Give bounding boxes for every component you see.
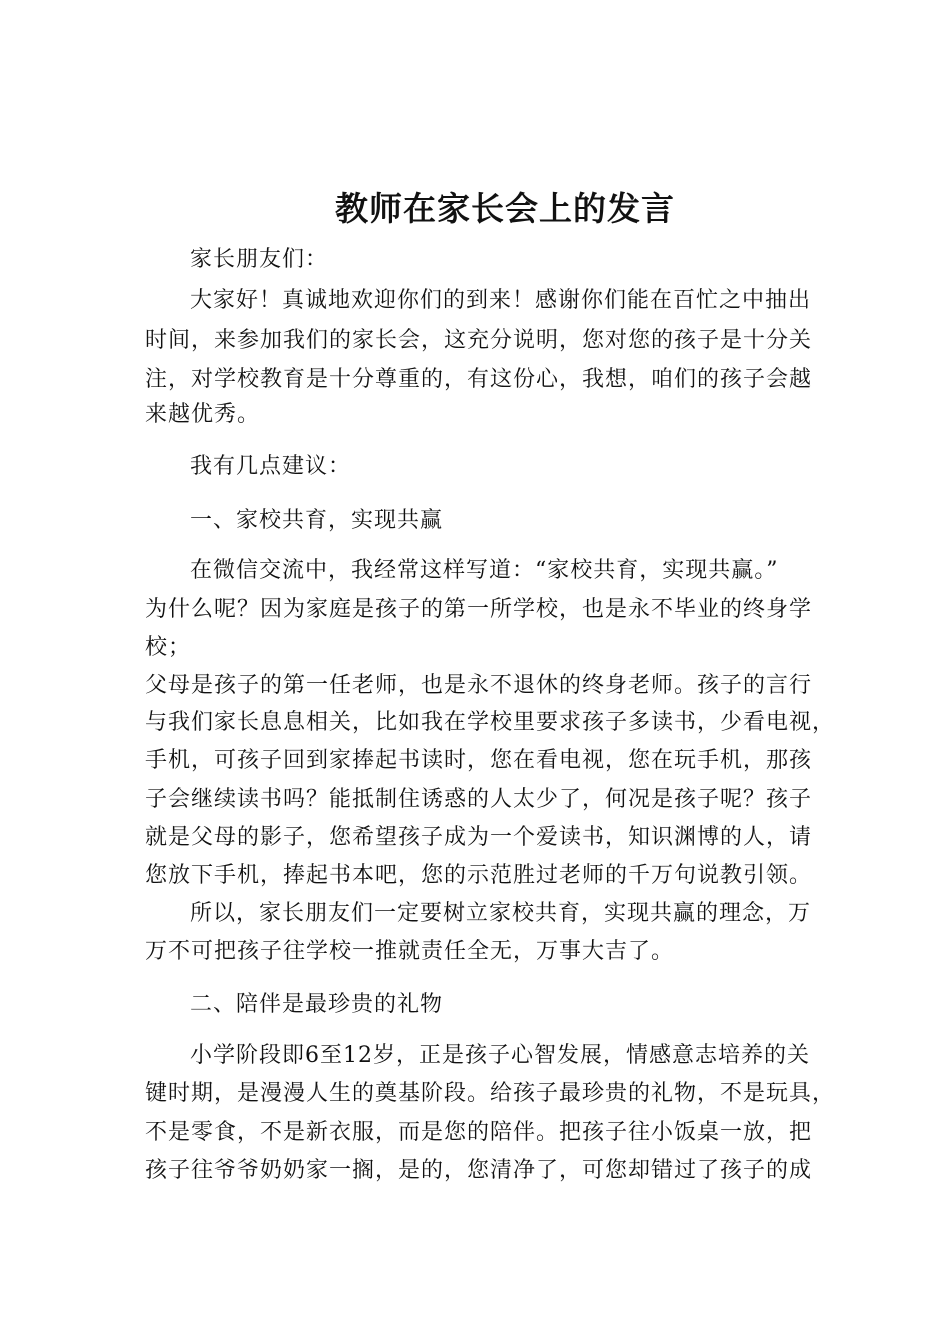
section-heading: 一、家校共育，实现共赢 bbox=[190, 508, 444, 533]
paragraph-line: 父母是孩子的第一任老师，也是永不退休的终身老师。孩子的言行 bbox=[145, 673, 813, 698]
paragraph-line: 手机，可孩子回到家捧起书读时，您在看电视，您在玩手机，那孩 bbox=[145, 748, 813, 773]
paragraph-line: 注，对学校教育是十分尊重的，有这份心，我想，咱们的孩子会越 bbox=[145, 367, 813, 392]
paragraph-line: 校； bbox=[145, 635, 192, 660]
paragraph-line: 时间，来参加我们的家长会，这充分说明，您对您的孩子是十分关 bbox=[145, 328, 813, 353]
paragraph-line: 孩子往爷爷奶奶家一搁，是的，您清净了，可您却错过了孩子的成 bbox=[145, 1158, 813, 1183]
paragraph-line: 我有几点建议： bbox=[190, 454, 352, 479]
paragraph-line: 您放下手机，捧起书本吧，您的示范胜过老师的千万句说教引领。 bbox=[145, 863, 813, 888]
salutation: 家长朋友们： bbox=[190, 247, 329, 272]
paragraph-line: 所以，家长朋友们一定要树立家校共育，实现共赢的理念，万 bbox=[190, 901, 812, 926]
paragraph-line: 在微信交流中，我经常这样写道：“家校共育，实现共赢。” bbox=[190, 558, 779, 583]
paragraph-line: 来越优秀。 bbox=[145, 402, 261, 427]
paragraph-line: 为什么呢？因为家庭是孩子的第一所学校，也是永不毕业的终身学 bbox=[145, 597, 813, 622]
paragraph-line: 与我们家长息息相关，比如我在学校里要求孩子多读书，少看电视， bbox=[145, 710, 836, 735]
section-heading: 二、陪伴是最珍贵的礼物 bbox=[190, 992, 444, 1017]
paragraph-line: 子会继续读书吗？能抵制住诱惑的人太少了，何况是孩子呢？孩子 bbox=[145, 787, 813, 812]
paragraph-line: 大家好！真诚地欢迎你们的到来！感谢你们能在百忙之中抽出 bbox=[190, 288, 812, 313]
paragraph-line: 小学阶段即6至12岁，正是孩子心智发展，情感意志培养的关 bbox=[190, 1043, 810, 1068]
paragraph-line: 就是父母的影子，您希望孩子成为一个爱读书，知识渊博的人，请 bbox=[145, 825, 813, 850]
document-title: 教师在家长会上的发言 bbox=[335, 189, 675, 228]
paragraph-line: 键时期，是漫漫人生的奠基阶段。给孩子最珍贵的礼物，不是玩具， bbox=[145, 1081, 836, 1106]
paragraph-line: 万不可把孩子往学校一推就责任全无，万事大吉了。 bbox=[145, 939, 675, 964]
paragraph-line: 不是零食，不是新衣服，而是您的陪伴。把孩子往小饭桌一放，把 bbox=[145, 1120, 813, 1145]
